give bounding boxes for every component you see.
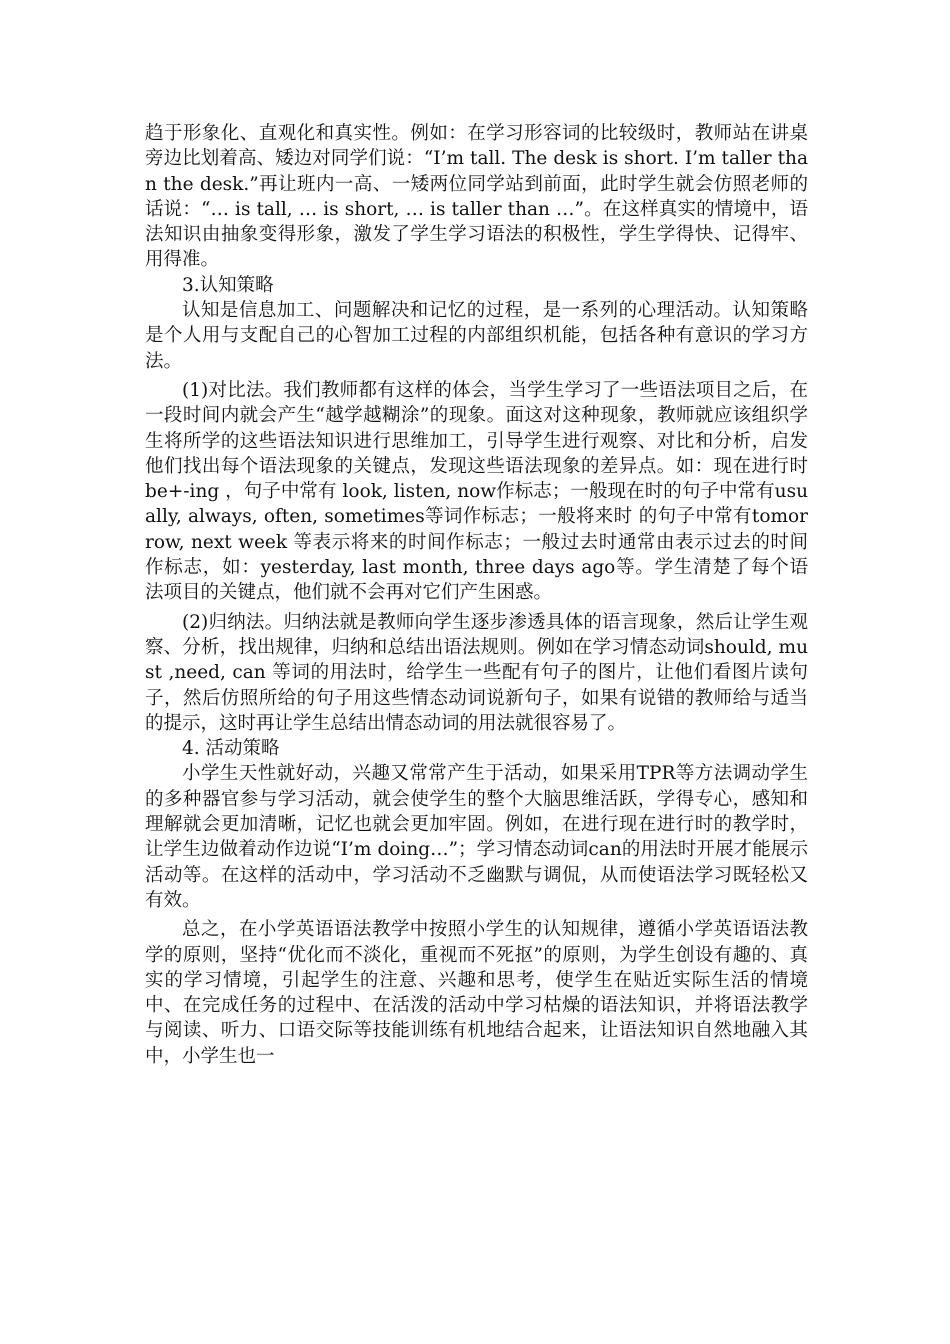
- paragraph-contrast-method: (1)对比法。我们教师都有这样的体会，当学生学习了一些语法项目之后，在一段时间内就会产生“越学越糊涂”的现象。面这对这种现象，教师就应该组织学生将所学的这些语法知识进行思维加工，引导学生进行观察、对比和分析，启发他们找出每个语法现象的关键点，发现这些语法现象的差异点。如：现在进行时 be+-ing ，句子中常有 look, listen, now作标志；一般现在时的句子中常有usually, always, often, sometimes等词作标志；一般将来时 的句子中常有tomorrow, next week 等表示将来的时间作标志；一般过去时通常由表示过去的时间作标志，如：yesterday, last month, three days ago等。学生清楚了每个语法项目的关键点，他们就不会再对它们产生困惑。: [145, 379, 808, 604]
- heading-activity-strategy: 4. 活动策略: [182, 738, 280, 760]
- heading-cognitive-strategy: 3.认知策略: [182, 274, 274, 296]
- paragraph-conclusion: 总之，在小学英语语法教学中按照小学生的认知规律，遵循小学英语语法教学的原则，坚持“优化而不淡化，重视而不死抠”的原则，为学生创设有趣的、真实的学习情境，引起学生的注意、兴趣和思考，使学生在贴近实际生活的情境中、在完成任务的过程中、在活泼的活动中学习枯燥的语法知识，并将语法教学与阅读、听力、口语交际等技能训练有机地结合起来，让语法知识自然地融入其中，小学生也一: [145, 919, 808, 1067]
- paragraph-cognition-definition: 认知是信息加工、问题解决和记忆的过程，是一系列的心理活动。认知策略是个人用与支配自己的心智加工过程的内部组织机能，包括各种有意识的学习方法。: [145, 300, 808, 372]
- paragraph-comparative-example: 趋于形象化、直观化和真实性。例如：在学习形容词的比较级时，教师站在讲桌旁边比划着高、矮边对同学们说：“I’m tall. The desk is short. I’m taller than the desk.”再让班内一高、一矮两位同学站到前面，此时学生就会仿照老师的话说：“… is tall, … is short, … is taller than …”。在这样真实的情境中，语法知识由抽象变得形象，激发了学生学习语法的积极性，学生学得快、记得牢、用得准。: [145, 123, 808, 271]
- paragraph-induction-method: (2)归纳法。归纳法就是教师向学生逐步渗透具体的语言现象，然后让学生观察、分析，找出规律，归纳和总结出语法规则。例如在学习情态动词should, must ,need, can 等词的用法时，给学生一些配有句子的图片，让他们看图片读句子，然后仿照所给的句子用这些情态动词说新句子，如果有说错的教师给与适当的提示，这时再让学生总结出情态动词的用法就很容易了。: [145, 611, 808, 734]
- paragraph-activity-strategy: 小学生天性就好动，兴趣又常常产生于活动，如果采用TPR等方法调动学生的多种器官参与学习活动，就会使学生的整个大脑思维活跃，学得专心，感知和理解就会更加清晰，记忆也就会更加牢固。例如，在进行现在进行时的教学时，让学生边做着动作边说“I’m doing…”；学习情态动词can的用法时开展才能展示活动等。在这样的活动中，学习活动不乏幽默与调侃，从而使语法学习既轻松又有效。: [145, 763, 808, 911]
- document-body: [145, 121, 808, 1069]
